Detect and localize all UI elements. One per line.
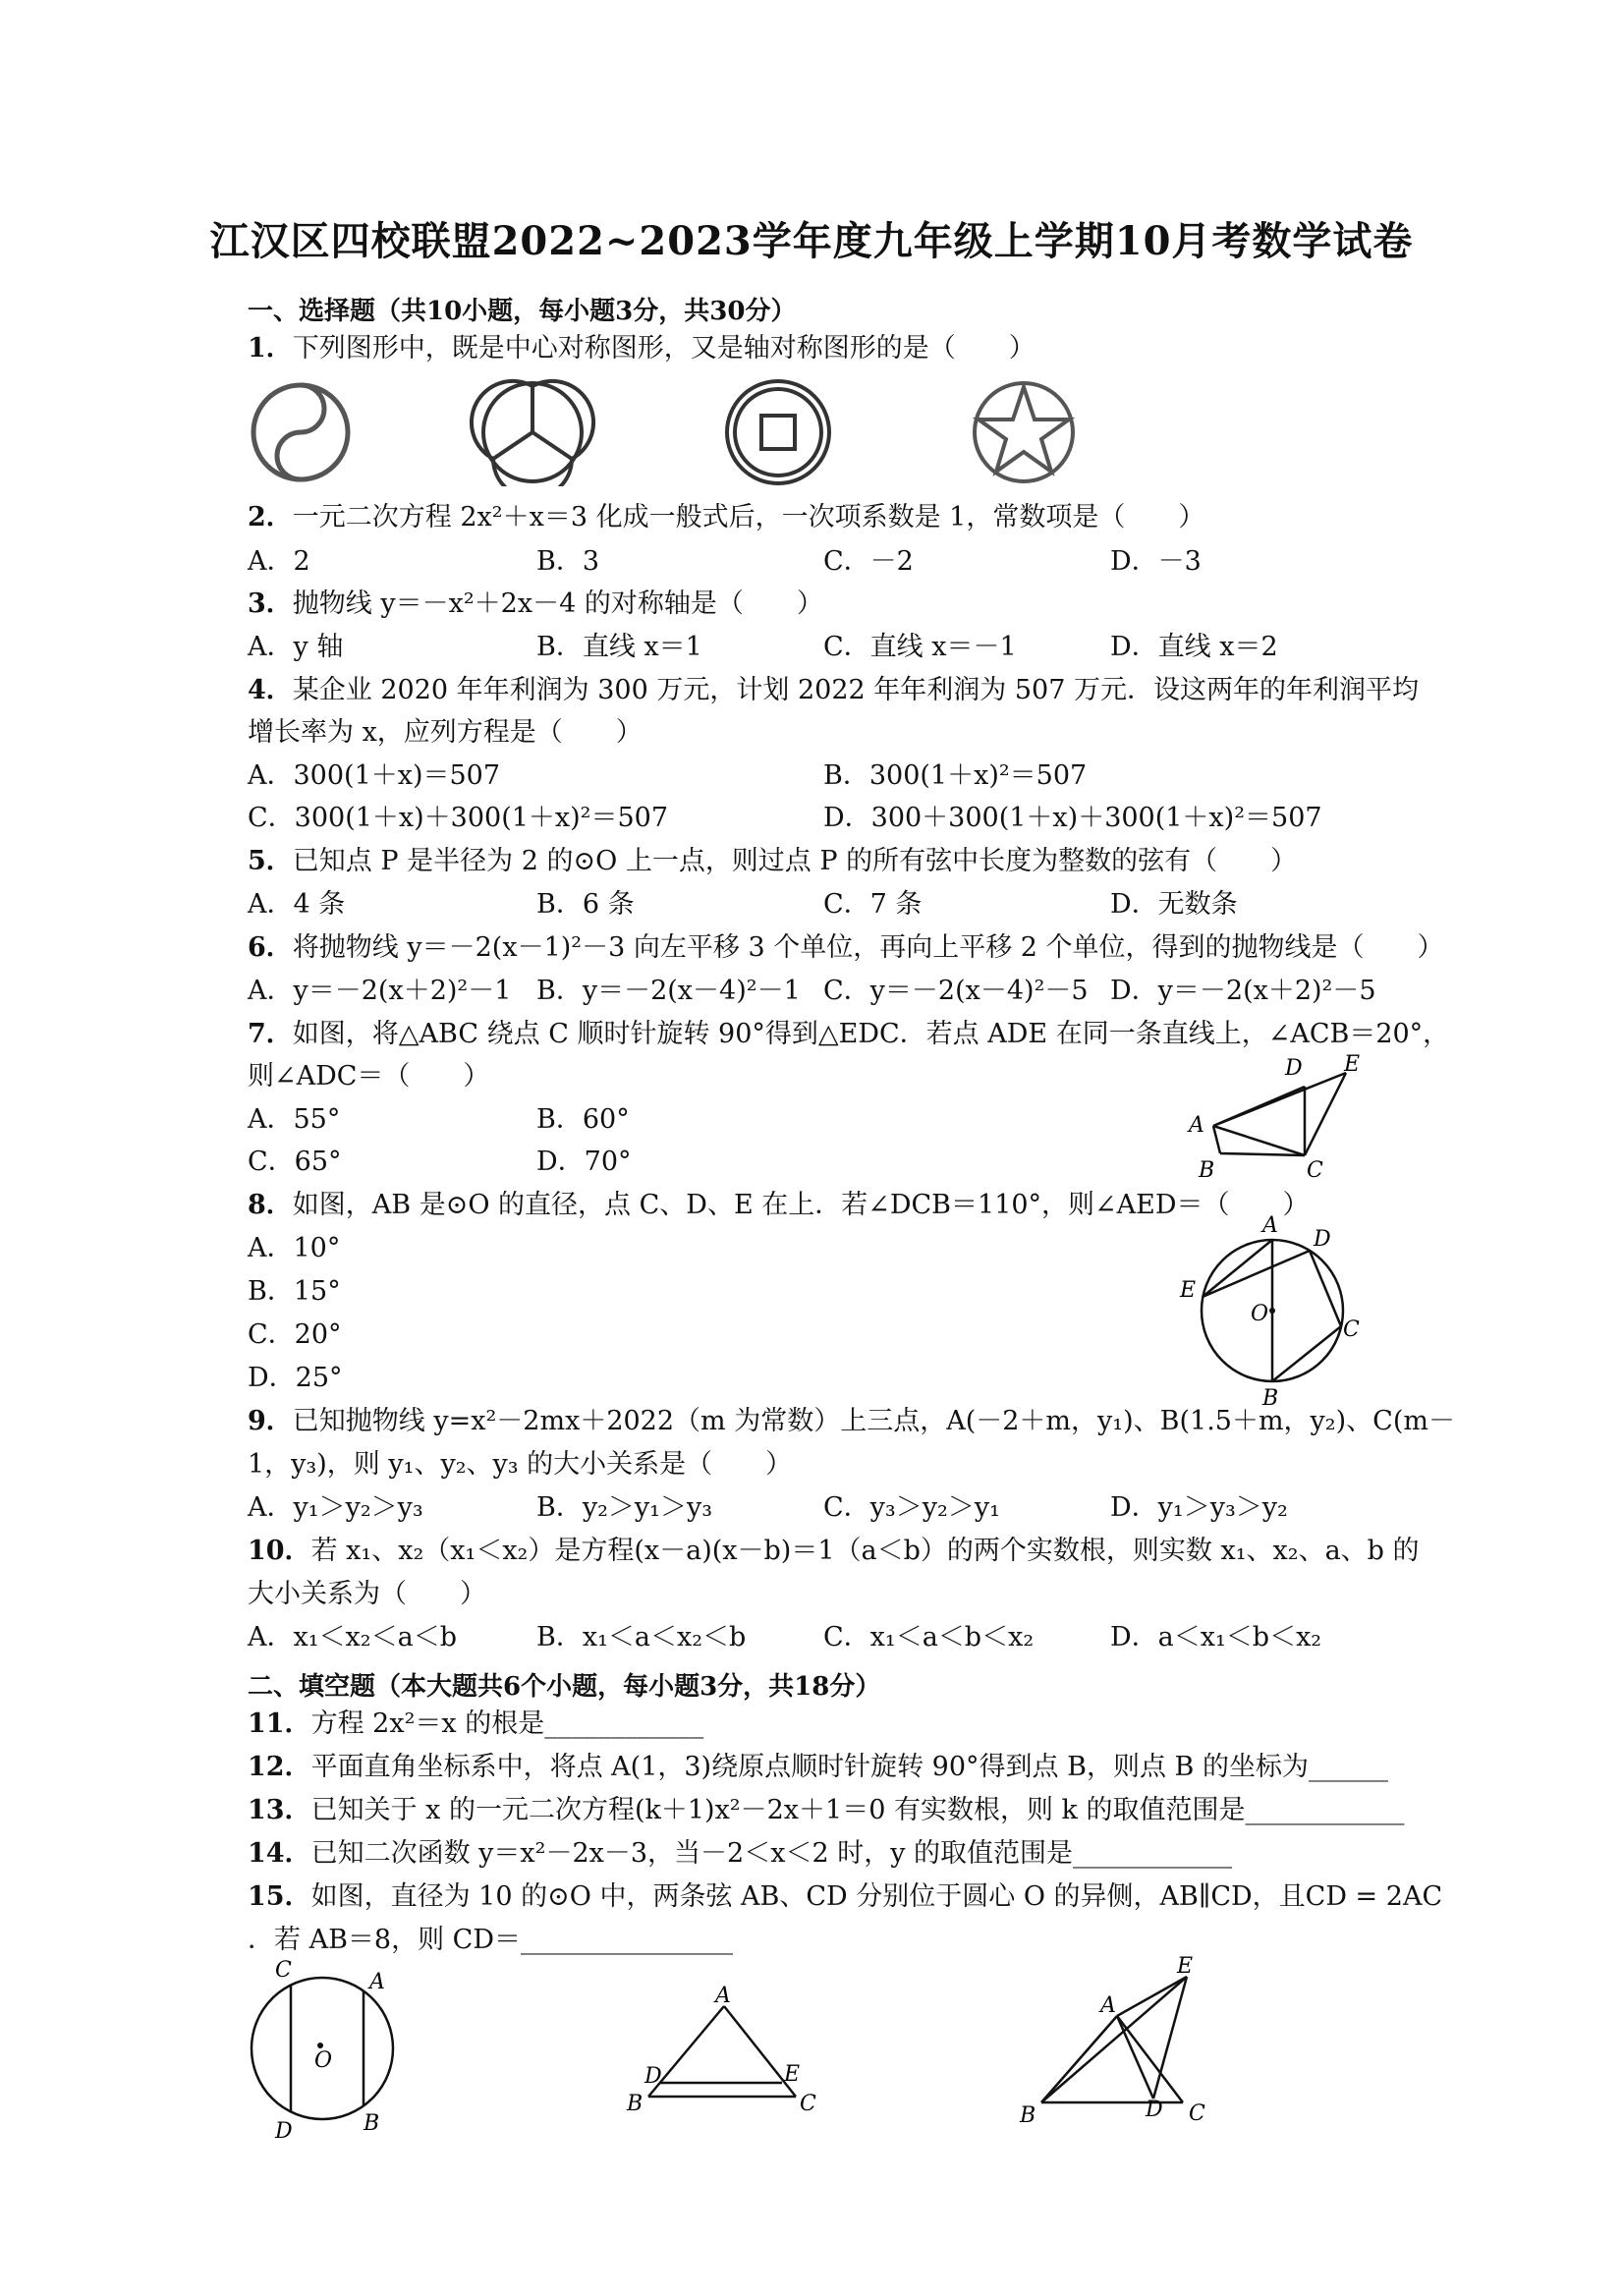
q6-option-d: D．y＝－2(x＋2)²－5	[1110, 976, 1376, 1006]
q17-label-b: B	[1020, 2103, 1036, 2128]
q8-label-e: E	[1180, 1278, 1197, 1303]
q7-option-c: C．65°	[248, 1147, 342, 1177]
question-6: 6．将抛物线 y＝－2(x－1)²－3 向左平移 3 个单位，再向上平移 2 个单位，得到的抛物线是（ ）	[248, 932, 1444, 963]
question-8: 8．如图，AB 是⊙O 的直径，点 C、D、E 在上．若∠DCB＝110°，则∠AED＝（ ）	[248, 1190, 1310, 1220]
q15-label-c: C	[275, 1958, 292, 1983]
question-14: 14．已知二次函数 y＝x²－2x－3，当－2＜x＜2 时，y 的取值范围是____________	[248, 1838, 1233, 1869]
q10-option-d: D．a＜x₁＜b＜x₂	[1110, 1622, 1322, 1652]
trefoil-figure	[472, 381, 593, 486]
q4-option-d: D．300＋300(1＋x)＋300(1＋x)²＝507	[823, 803, 1322, 833]
q7-label-b: B	[1199, 1158, 1215, 1183]
question-15-line-1: 15．如图，直径为 10 的⊙O 中，两条弦 AB、CD 分别位于圆心 O 的异侧，AB∥CD，且CD = 2AC	[248, 1881, 1443, 1912]
q9-option-c: C．y₃＞y₂＞y₁	[823, 1492, 1000, 1523]
q8-option-d: D．25°	[248, 1363, 343, 1393]
question-10-line-1: 10．若 x₁、x₂（x₁＜x₂）是方程(x－a)(x－b)＝1（a＜b）的两个实数根，则实数 x₁、x₂、a、b 的	[248, 1536, 1420, 1566]
q15-label-d: D	[275, 2119, 293, 2142]
q8-option-c: C．20°	[248, 1319, 342, 1350]
q8-figure	[1174, 1210, 1380, 1407]
q7-label-a: A	[1189, 1113, 1204, 1138]
q3-option-a: A．y 轴	[248, 632, 344, 662]
question-7-line-1: 7．如图，将△ABC 绕点 C 顺时针旋转 90°得到△EDC．若点 ADE 在同一条直线上，∠ACB＝20°，	[248, 1019, 1450, 1049]
q5-option-c: C．7 条	[823, 889, 923, 920]
q17-figure	[1012, 1955, 1238, 2132]
q17-label-e: E	[1177, 1955, 1194, 1979]
q10-option-a: A．x₁＜x₂＜a＜b	[248, 1622, 457, 1652]
question-9-line-1: 9．已知抛物线 y=x²－2mx＋2022（m 为常数）上三点，A(－2＋m，y₁)、B(1.5＋m，y₂)、C(m－	[248, 1406, 1455, 1436]
q6-option-a: A．y＝－2(x＋2)²－1	[248, 976, 512, 1006]
question-13: 13．已知关于 x 的一元二次方程(k＋1)x²－2x＋1＝0 有实数根，则 k 的取值范围是____________	[248, 1795, 1405, 1825]
question-10-line-2: 大小关系为（ ）	[248, 1579, 486, 1609]
q16-label-b: B	[627, 2092, 644, 2116]
q16-label-a: A	[715, 1985, 731, 2008]
q8-option-b: B．15°	[248, 1276, 341, 1307]
q8-label-c: C	[1343, 1317, 1360, 1342]
q8-label-d: D	[1314, 1227, 1331, 1252]
q8-label-o: O	[1251, 1302, 1269, 1326]
question-1: 1．下列图形中，既是中心对称图形，又是轴对称图形的是（ ）	[248, 333, 1035, 364]
q7-label-c: C	[1307, 1158, 1323, 1183]
q9-option-b: B．y₂＞y₁＞y₃	[536, 1492, 713, 1523]
page-title: 江汉区四校联盟2022~2023学年度九年级上学期10月考数学试卷	[209, 218, 1414, 264]
q6-option-b: B．y＝－2(x－4)²－1	[536, 976, 801, 1006]
star-circle-figure	[975, 383, 1073, 481]
q1-figures	[236, 378, 1100, 486]
q10-option-b: B．x₁＜a＜x₂＜b	[536, 1622, 747, 1652]
question-7-line-2: 则∠ADC＝（ ）	[248, 1061, 490, 1092]
q8-label-b: B	[1262, 1386, 1279, 1407]
q5-option-a: A．4 条	[248, 889, 346, 920]
q2-option-d: D．－3	[1110, 546, 1202, 577]
q7-label-e: E	[1344, 1052, 1361, 1077]
q9-option-d: D．y₁＞y₃＞y₂	[1110, 1492, 1288, 1523]
q17-label-d: D	[1146, 2098, 1163, 2122]
q17-label-a: A	[1100, 1993, 1116, 2018]
question-12: 12．平面直角坐标系中，将点 A(1，3)绕原点顺时针旋转 90°得到点 B，则点 B 的坐标为______	[248, 1752, 1388, 1782]
q15-label-a: A	[369, 1970, 385, 1994]
q7-option-d: D．70°	[536, 1147, 632, 1177]
q8-option-a: A．10°	[248, 1233, 341, 1263]
question-4-line-2: 增长率为 x，应列方程是（ ）	[248, 717, 643, 748]
q2-option-c: C．－2	[823, 546, 914, 577]
question-5: 5．已知点 P 是半径为 2 的⊙O 上一点，则过点 P 的所有弦中长度为整数的弦有（ ）	[248, 846, 1298, 876]
q7-option-a: A．55°	[248, 1104, 341, 1135]
q3-option-d: D．直线 x＝2	[1110, 632, 1278, 662]
q10-option-c: C．x₁＜a＜b＜x₂	[823, 1622, 1035, 1652]
q3-option-b: B．直线 x＝1	[536, 632, 702, 662]
q7-option-b: B．60°	[536, 1104, 630, 1135]
q2-option-b: B．3	[536, 546, 600, 577]
q4-option-b: B．300(1＋x)²＝507	[823, 760, 1088, 791]
coin-square-figure	[727, 381, 829, 483]
question-2: 2．一元二次方程 2x²＋x＝3 化成一般式后，一次项系数是 1，常数项是（ ）	[248, 502, 1205, 532]
q7-figure	[1179, 1051, 1375, 1184]
question-15-line-2: ．若 AB＝8，则 CD＝________________	[248, 1925, 733, 1955]
question-4-line-1: 4．某企业 2020 年年利润为 300 万元，计划 2022 年年利润为 507 万元．设这两年的年利润平均	[248, 675, 1419, 705]
q4-option-c: C．300(1＋x)＋300(1＋x)²＝507	[248, 803, 669, 833]
q15-label-o: O	[314, 2048, 333, 2073]
q16-label-d: D	[644, 2064, 662, 2089]
question-9-line-2: 1，y₃)，则 y₁、y₂、y₃ 的大小关系是（ ）	[248, 1449, 793, 1480]
q6-option-c: C．y＝－2(x－4)²－5	[823, 976, 1089, 1006]
yin-yang-figure	[253, 385, 348, 479]
section-choice-heading: 一、选择题（共10小题，每小题3分，共30分）	[248, 297, 797, 326]
q2-option-a: A．2	[248, 546, 310, 577]
question-3: 3．抛物线 y＝－x²＋2x－4 的对称轴是（ ）	[248, 588, 823, 619]
q15-label-b: B	[364, 2111, 380, 2136]
q17-label-c: C	[1189, 2101, 1205, 2126]
q9-option-a: A．y₁＞y₂＞y₃	[248, 1492, 423, 1523]
q16-label-e: E	[784, 2062, 801, 2087]
q4-option-a: A．300(1＋x)＝507	[248, 760, 501, 791]
q16-figure	[619, 1985, 835, 2122]
question-11: 11．方程 2x²＝x 的根是____________	[248, 1708, 704, 1739]
q7-label-d: D	[1285, 1056, 1303, 1081]
q15-figure	[236, 1955, 413, 2142]
q16-label-c: C	[800, 2092, 816, 2116]
q5-option-b: B．6 条	[536, 889, 635, 920]
section-fill-heading: 二、填空题（本大题共6个小题，每小题3分，共18分）	[248, 1672, 881, 1702]
q3-option-c: C．直线 x＝－1	[823, 632, 1017, 662]
q5-option-d: D．无数条	[1110, 889, 1238, 920]
q8-label-a: A	[1262, 1213, 1278, 1238]
